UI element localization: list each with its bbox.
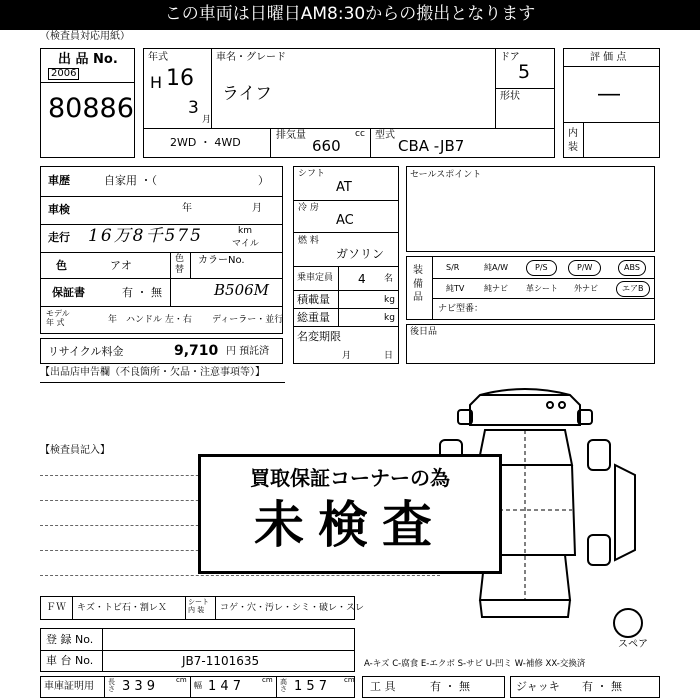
- mileage-value: 16万8千575: [88, 226, 203, 246]
- recycle-label: リサイクル料金: [48, 345, 124, 358]
- equip-leather: 革シート: [526, 284, 558, 293]
- warranty-label: 保証書: [52, 286, 85, 299]
- width-unit: cm: [262, 676, 273, 684]
- model-year-label: モデル 年 式: [46, 309, 70, 327]
- damage-legend: A-キズ C-腐食 E-エクボ S-サビ U-凹ミ W-補修 XX-交換済: [364, 659, 586, 669]
- shape-label: 形状: [500, 91, 520, 102]
- seller-report-label: 【出品店申告欄（不良箇所・欠品・注意事項等）】: [40, 367, 265, 378]
- length-label: 長さ: [108, 678, 115, 693]
- name-change-label: 名変期限: [297, 330, 341, 343]
- lot-number: 80886: [48, 93, 134, 124]
- model-label: 型式: [375, 130, 395, 141]
- stamp-line1: 買取保証コーナーの為: [250, 466, 450, 490]
- equip-airbag: エアB: [616, 281, 650, 297]
- equip-aw: 純A/W: [484, 263, 509, 272]
- fuel-value: ガソリン: [336, 247, 385, 261]
- year-label: 年式: [148, 52, 168, 63]
- lot-label: 出 品 No.: [58, 52, 118, 67]
- door-label: ドア: [500, 52, 520, 63]
- mile-unit: マイル: [232, 239, 259, 249]
- height-label: 高さ: [280, 678, 287, 693]
- km-unit: km: [238, 226, 252, 236]
- car-era: H: [150, 73, 163, 92]
- length-unit: cm: [176, 676, 187, 684]
- seat-label: シート 内 装: [188, 598, 209, 615]
- recycle-value: 9,710: [174, 343, 219, 359]
- equip-abs: ABS: [618, 260, 646, 276]
- inspector-label: 【検査員記入】: [40, 445, 110, 456]
- capacity-value: 4: [358, 272, 366, 286]
- equipment-label: 装 備 品: [413, 265, 423, 303]
- drive-type: 2WD ・ 4WD: [170, 136, 241, 149]
- width-label: 幅: [194, 681, 202, 690]
- equip-ext-navi: 外ナビ: [574, 284, 598, 293]
- dealer-options: ディーラー・並行: [212, 315, 284, 325]
- equip-sr: S/R: [446, 263, 460, 272]
- name-change-month: 月: [342, 351, 352, 361]
- history-close: ）: [258, 174, 269, 187]
- load-label: 積載量: [297, 293, 330, 306]
- after-sale-label: 後日品: [410, 327, 438, 337]
- registration-label: 登 録 No.: [46, 633, 94, 646]
- stamp-line2: 未検査: [254, 496, 446, 554]
- jack-label: ジャッキ: [516, 680, 560, 693]
- car-name: ライフ: [222, 84, 272, 104]
- capacity-unit: 名: [384, 274, 394, 284]
- load-unit: kg: [384, 295, 395, 305]
- color-change-label: 色 替: [175, 254, 185, 275]
- jack-value: 有 ・ 無: [582, 680, 622, 693]
- width-value: 1 4 7: [208, 679, 242, 694]
- recycle-unit: 円 預託済: [226, 346, 270, 357]
- gross-label: 総重量: [297, 311, 330, 324]
- form-title: （検査員対応用紙）: [40, 31, 130, 42]
- car-name-label: 車名・グレード: [216, 52, 286, 63]
- grade-value: ―: [598, 82, 620, 107]
- history-box: [40, 166, 283, 334]
- chassis-value: JB7-1101635: [182, 654, 260, 668]
- after-sale-box: [406, 324, 655, 364]
- color-no-label: カラーNo.: [198, 255, 245, 266]
- tools-value: 有 ・ 無: [430, 680, 470, 693]
- shift-label: シフト: [298, 169, 326, 179]
- disp-label: 排気量: [276, 130, 306, 141]
- height-value: 1 5 7: [294, 679, 328, 694]
- inspection-month-unit: 月: [252, 203, 262, 214]
- ac-value: AC: [336, 213, 354, 228]
- shift-value: AT: [336, 180, 352, 195]
- sales-point-label: セールスポイント: [410, 170, 482, 180]
- warranty-options: 有 ・ 無: [122, 286, 162, 299]
- banner-text: この車両は日曜日AM8:30からの搬出となります: [164, 4, 536, 24]
- disp-unit: cc: [355, 129, 365, 139]
- equip-navi: 純ナビ: [484, 284, 508, 293]
- car-month: 3: [188, 98, 199, 118]
- door-count: 5: [518, 61, 531, 83]
- color-label: 色: [56, 259, 67, 272]
- equip-ps: P/S: [526, 260, 557, 276]
- seat-value: コゲ・穴・汚レ・シミ・破レ・スレ: [220, 603, 365, 613]
- grade-label: 評 価 点: [590, 52, 627, 63]
- name-change-day: 日: [384, 351, 394, 361]
- inspection-label: 車検: [48, 203, 70, 216]
- gross-unit: kg: [384, 313, 395, 323]
- car-year: 16: [166, 66, 194, 91]
- color-value: アオ: [110, 259, 132, 272]
- cert-label: 車庫証明用: [44, 681, 94, 692]
- mileage-label: 走行: [48, 231, 70, 244]
- ac-label: 冷 房: [298, 203, 319, 213]
- inspection-year-unit: 年: [182, 203, 192, 214]
- handle-options: ハンドル 左・右: [126, 315, 192, 325]
- displacement: 660: [312, 137, 341, 155]
- height-unit: cm: [344, 676, 355, 684]
- car-month-unit: 月: [202, 115, 212, 125]
- lot-year: 2006: [48, 68, 79, 80]
- fuel-label: 燃 料: [298, 236, 319, 246]
- interior-label: 内 装: [568, 128, 578, 153]
- model-year-unit: 年: [108, 315, 118, 325]
- history-value: 自家用 ・（: [104, 174, 157, 187]
- navi-model-label: ナビ型番：: [438, 304, 484, 314]
- tools-label: 工 具: [370, 680, 396, 693]
- spare-label: スペア: [618, 639, 648, 650]
- chassis-label: 車 台 No.: [46, 654, 94, 667]
- color-number: B506M: [214, 281, 270, 299]
- fw-label: ＦＷ: [46, 602, 66, 613]
- equip-tv: 純TV: [446, 284, 465, 293]
- equip-pw: P/W: [568, 260, 601, 276]
- history-label: 車歴: [48, 174, 70, 187]
- length-value: 3 3 9: [122, 679, 156, 694]
- fw-value: キズ・トビ石・割レＸ: [77, 603, 167, 613]
- model-code: CBA -JB7: [398, 137, 465, 155]
- capacity-label: 乗車定員: [297, 273, 334, 283]
